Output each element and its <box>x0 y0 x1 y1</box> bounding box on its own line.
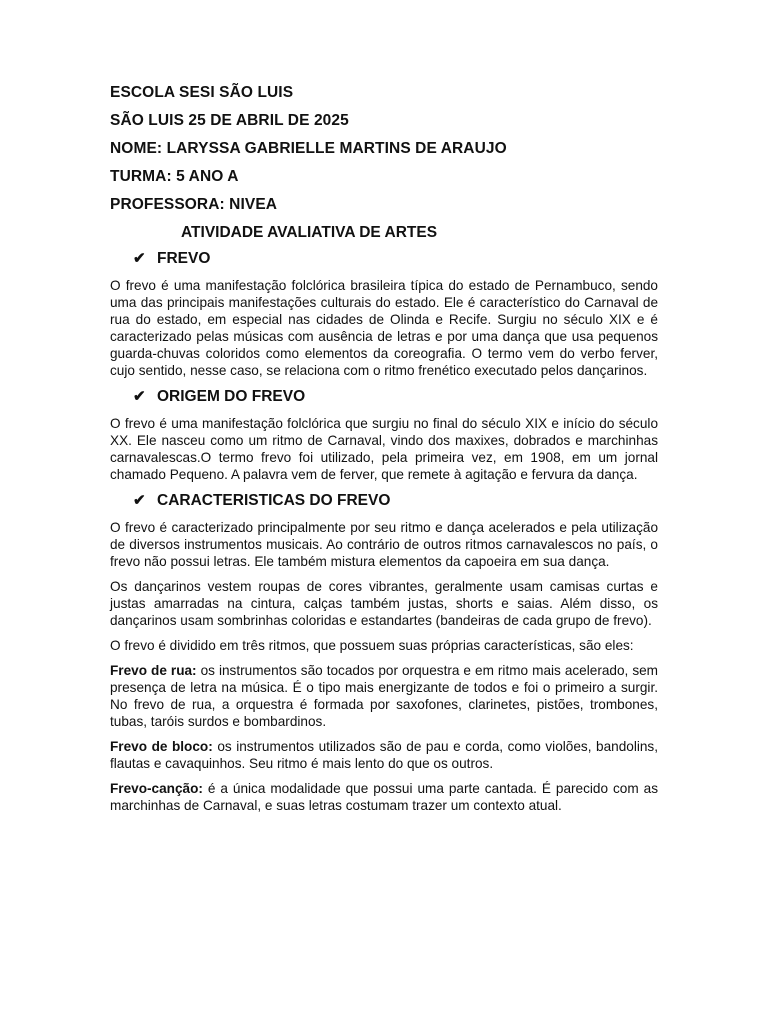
checkmark-icon: ✔ <box>133 250 146 267</box>
frevo-cancao-term: Frevo-canção: <box>110 781 203 796</box>
student-name: NOME: LARYSSA GABRIELLE MARTINS DE ARAUJO <box>110 140 507 157</box>
caracteristicas-paragraph-2: Os dançarinos vestem roupas de cores vibrantes, geralmente usam camisas curtas e justas amarradas na cintura, calças também justas, shorts e saias. Além disso, os dançarinos usam sombrinhas coloridas e estandartes (bandeiras de cada grupo de frevo). <box>110 579 658 628</box>
frevo-de-rua-paragraph <box>110 662 658 730</box>
section-heading-caracteristicas <box>133 491 658 511</box>
frevo-cancao-paragraph <box>110 780 658 814</box>
document-title: ATIVIDADE AVALIATIVA DE ARTES <box>181 224 438 241</box>
document-content <box>110 83 658 822</box>
frevo-de-bloco-text: os instrumentos utilizados são de pau e corda, como violões, bandolins, flautas e cavaquinhos. Seu ritmo é mais lento do que os outros. <box>110 739 658 771</box>
frevo-cancao-text: é a única modalidade que possui uma parte cantada. É parecido com as marchinhas de Carnaval, e suas letras costumam trazer um contexto atual. <box>110 781 658 813</box>
section-heading-label: CARACTERISTICAS DO FREVO <box>157 492 391 509</box>
caracteristicas-paragraph-3: O frevo é dividido em três ritmos, que possuem suas próprias características, são eles: <box>110 638 634 653</box>
section-heading-frevo <box>133 249 658 269</box>
frevo-de-bloco-paragraph <box>110 738 658 772</box>
section-heading-label: FREVO <box>157 250 211 267</box>
frevo-de-rua-term: Frevo de rua: <box>110 663 197 678</box>
frevo-paragraph: O frevo é uma manifestação folclórica brasileira típica do estado de Pernambuco, sendo uma das principais manifestações culturais do estado. Ele é característico do Carnaval de rua do estado, em especial nas cidades de Olinda e Recife. Surgiu no século XIX e é caracterizado pelas músicas com ausência de letras e por uma dança que usa pequenos guarda-chuvas coloridos como elementos da coreografia. O termo vem do verbo ferver, cujo sentido, nesse caso, se relaciona com o ritmo frenético executado pelos dançarinos. <box>110 278 658 378</box>
school-name: ESCOLA SESI SÃO LUIS <box>110 84 294 101</box>
document-date: SÃO LUIS 25 DE ABRIL DE 2025 <box>110 112 349 129</box>
teacher-name: PROFESSORA: NIVEA <box>110 196 278 213</box>
frevo-de-rua-text: os instrumentos são tocados por orquestra e em ritmo mais acelerado, sem presença de letra na música. É o tipo mais energizante de todos e foi o primeiro a surgir. No frevo de rua, a orquestra é formada por saxofones, clarinetes, pistões, trombones, tubas, taróis surdos e bombardinos. <box>110 663 658 729</box>
section-heading-label: ORIGEM DO FREVO <box>157 388 306 405</box>
student-class: TURMA: 5 ANO A <box>110 168 239 185</box>
frevo-de-bloco-term: Frevo de bloco: <box>110 739 213 754</box>
checkmark-icon: ✔ <box>133 492 146 509</box>
caracteristicas-paragraph-1: O frevo é caracterizado principalmente por seu ritmo e dança acelerados e pela utilização de diversos instrumentos musicais. Ao contrário de outros ritmos carnavalescos no país, o frevo não possui letras. Ele também mistura elementos da capoeira em sua dança. <box>110 520 658 569</box>
section-heading-origem <box>133 387 658 407</box>
origem-paragraph: O frevo é uma manifestação folclórica que surgiu no final do século XIX e início do século XX. Ele nasceu como um ritmo de Carnaval, vindo dos maxixes, dobrados e marchinhas carnavalescas.O termo frevo foi utilizado, pela primeira vez, em 1908, em um jornal chamado Pequeno. A palavra vem de ferver, que remete à agitação e fervura da dança. <box>110 416 658 482</box>
checkmark-icon: ✔ <box>133 388 146 405</box>
